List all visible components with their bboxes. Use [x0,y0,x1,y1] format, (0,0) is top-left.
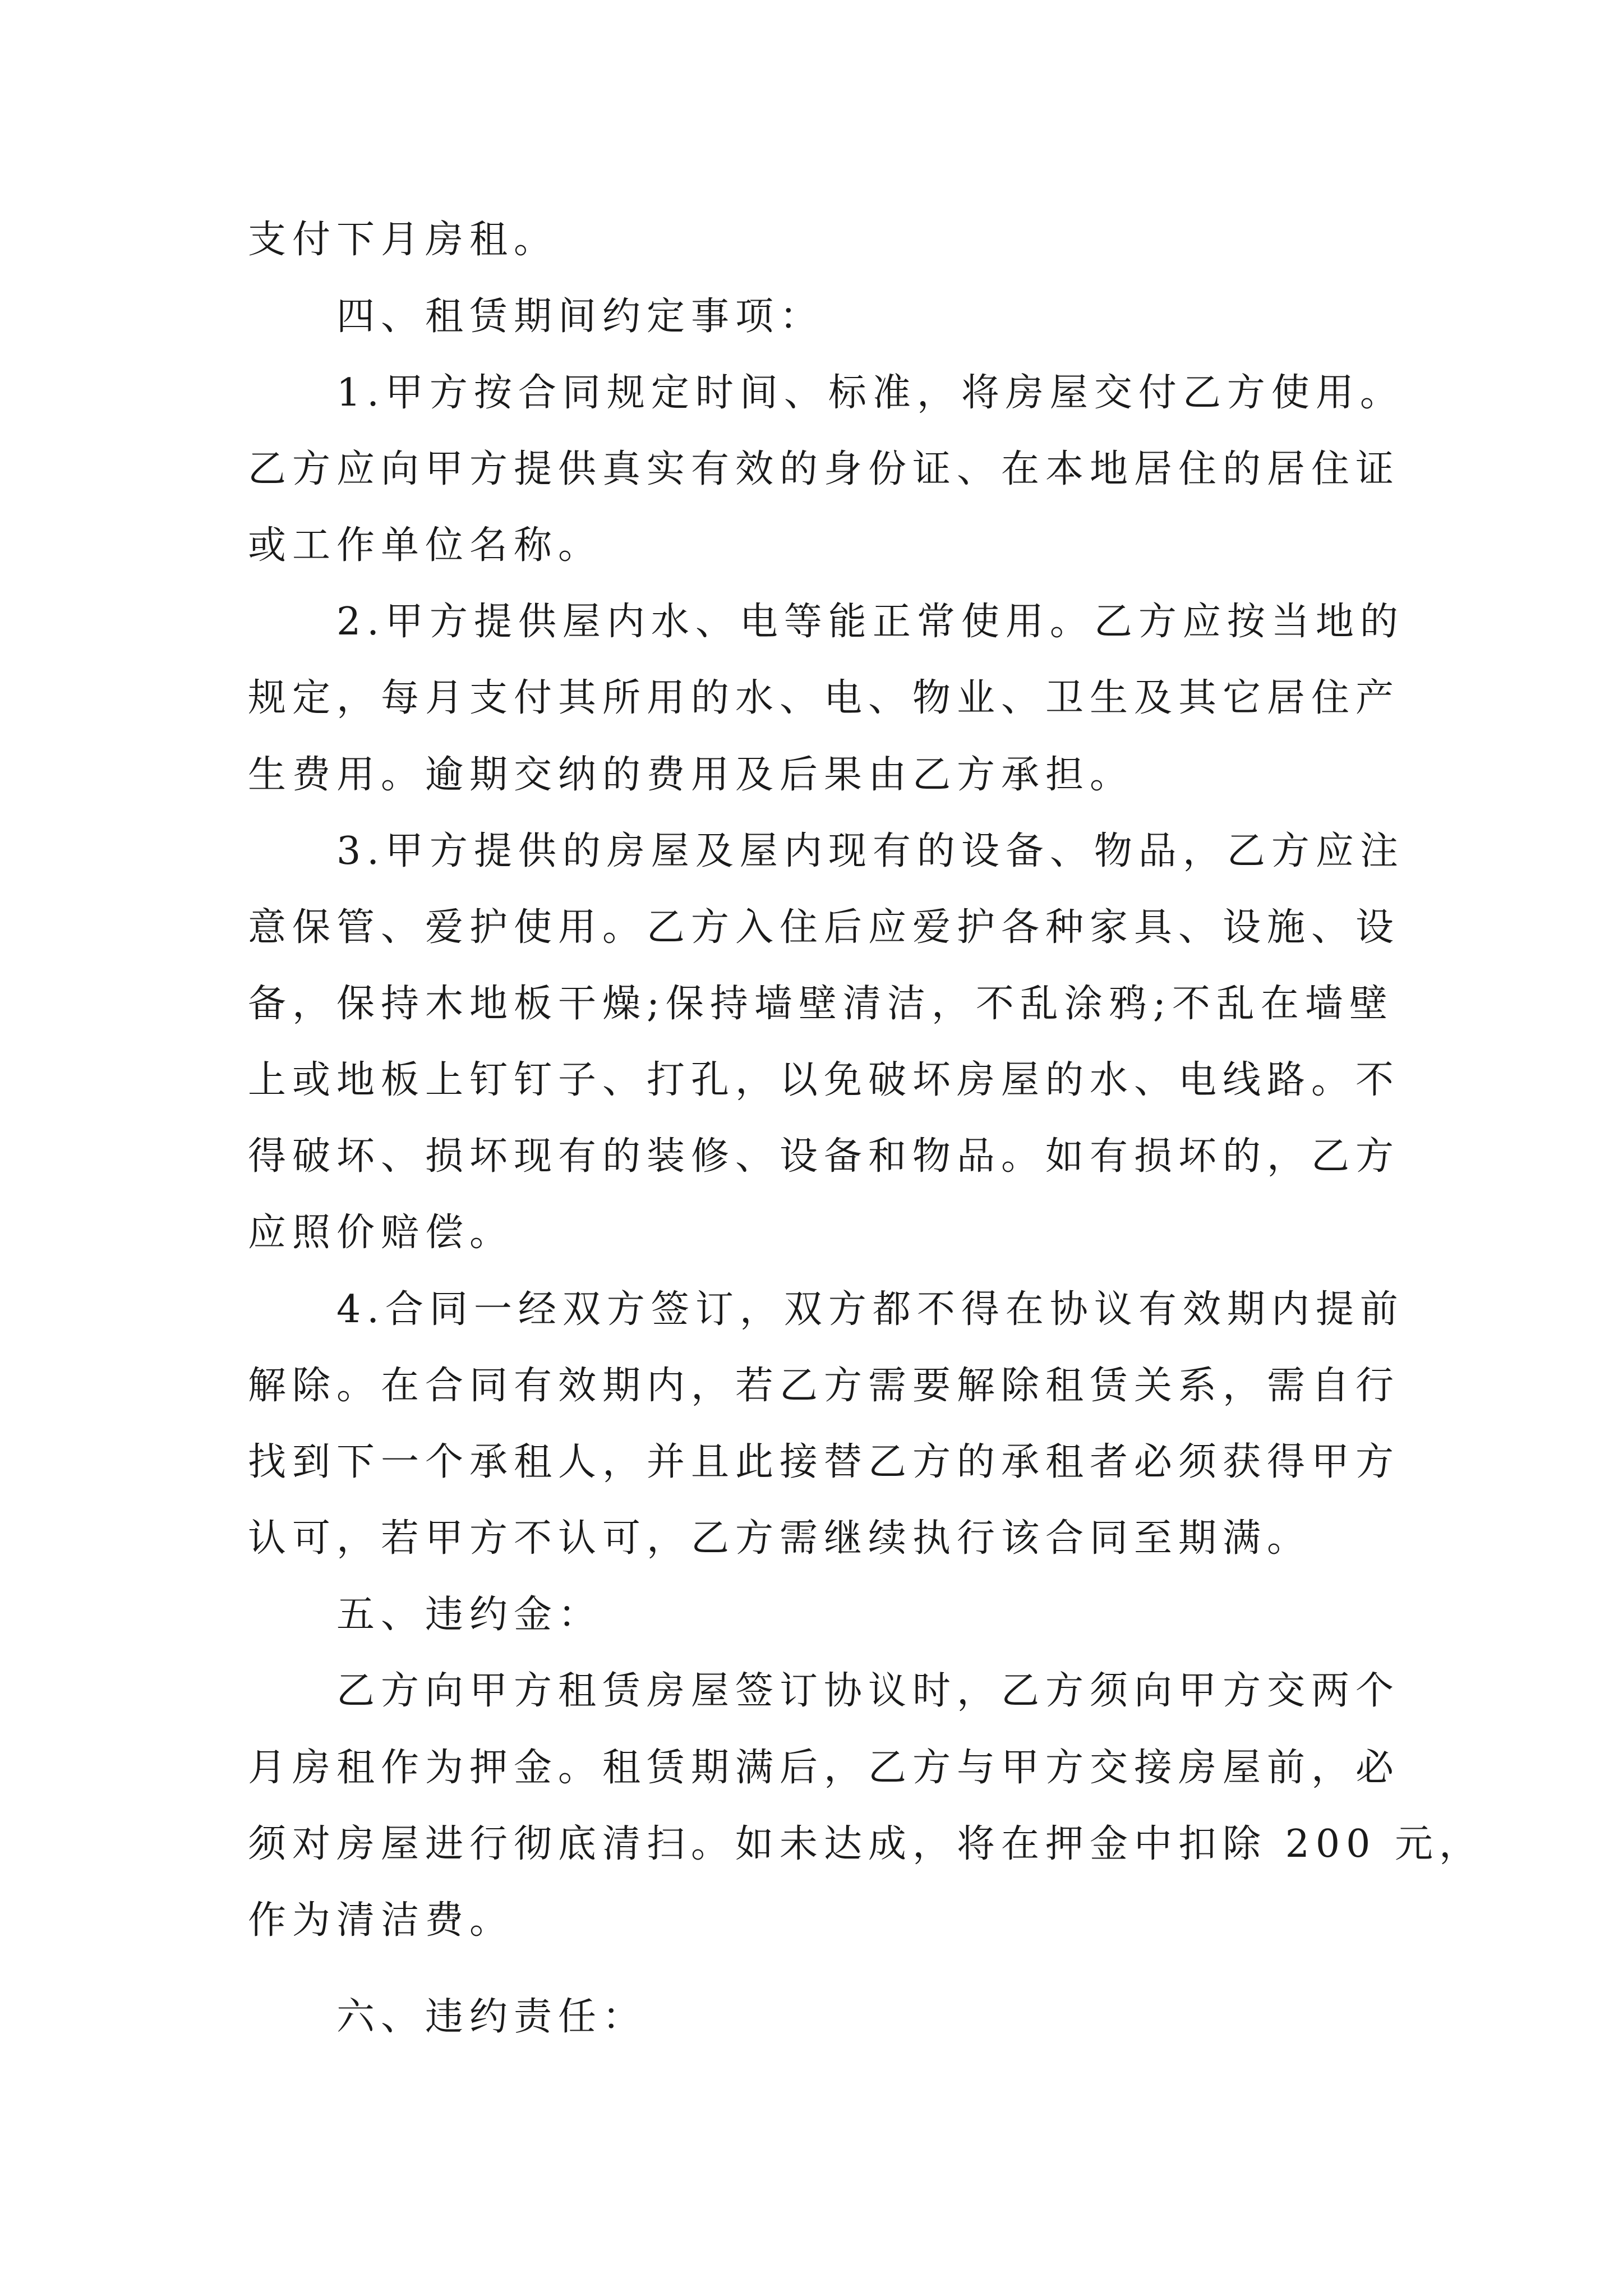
paragraph-line: 1.甲方按合同规定时间、标准，将房屋交付乙方使用。 [336,371,1404,415]
paragraph-line: 得破坏、损坏现有的装修、设备和物品。如有损坏的，乙方 [248,1134,1400,1179]
paragraph-line: 备，保持木地板干燥;保持墙壁清洁，不乱涂鸦;不乱在墙壁 [248,982,1394,1026]
paragraph-line: 应照价赔偿。 [248,1211,514,1255]
paragraph-line: 支付下月房租。 [248,218,559,262]
paragraph-line: 生费用。逾期交纳的费用及后果由乙方承担。 [248,753,1135,797]
paragraph-line: 认可，若甲方不认可，乙方需继续执行该合同至期满。 [248,1516,1312,1561]
paragraph-line: 须对房屋进行彻底清扫。如未达成，将在押金中扣除 200 元， [248,1822,1484,1866]
paragraph-line: 月房租作为押金。租赁期满后，乙方与甲方交接房屋前，必 [248,1746,1400,1790]
section-heading: 四、租赁期间约定事项： [336,295,824,339]
paragraph-line: 意保管、爱护使用。乙方入住后应爱护各种家具、设施、设 [248,905,1400,950]
section-heading: 五、违约金： [336,1593,603,1637]
paragraph-line: 4.合同一经双方签订，双方都不得在协议有效期内提前 [336,1287,1404,1332]
paragraph-line: 或工作单位名称。 [248,523,603,568]
paragraph-line: 找到下一个承租人，并且此接替乙方的承租者必须获得甲方 [248,1440,1400,1484]
section-heading: 六、违约责任： [336,1995,647,2039]
paragraph-line: 乙方向甲方租赁房屋签订协议时，乙方须向甲方交两个 [336,1669,1400,1713]
paragraph-line: 作为清洁费。 [248,1898,514,1943]
paragraph-line: 上或地板上钉钉子、打孔，以免破坏房屋的水、电线路。不 [248,1058,1400,1102]
paragraph-line: 解除。在合同有效期内，若乙方需要解除租赁关系，需自行 [248,1364,1400,1408]
paragraph-line: 2.甲方提供屋内水、电等能正常使用。乙方应按当地的 [336,600,1404,644]
paragraph-line: 乙方应向甲方提供真实有效的身份证、在本地居住的居住证 [248,447,1400,491]
paragraph-line: 3.甲方提供的房屋及屋内现有的设备、物品，乙方应注 [336,829,1404,873]
paragraph-line: 规定，每月支付其所用的水、电、物业、卫生及其它居住产 [248,676,1400,720]
